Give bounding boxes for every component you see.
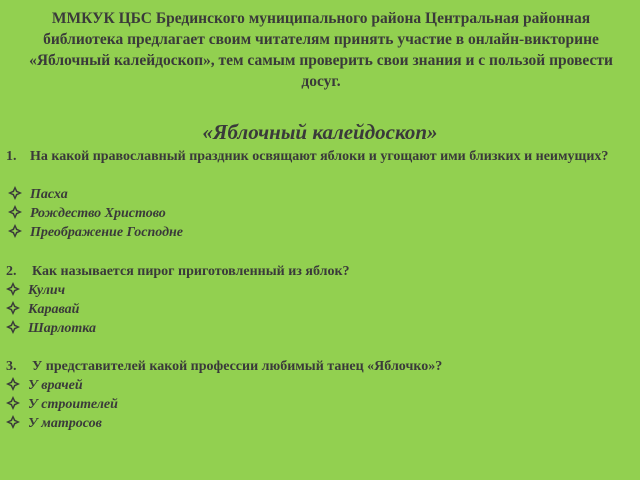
bullet-icon xyxy=(8,224,22,238)
question-2-option-2 xyxy=(6,300,79,319)
bullet-icon xyxy=(8,186,22,200)
question-1-option-1 xyxy=(8,185,68,204)
question-1 xyxy=(6,147,616,166)
bullet-icon xyxy=(6,396,20,410)
option-label: У врачей xyxy=(28,378,83,393)
option-label: Преображение Господне xyxy=(30,225,184,240)
question-3-number: 3. xyxy=(6,359,17,374)
question-2-text: Как называется пирог приготовленный из яблок? xyxy=(32,264,350,279)
question-3-option-3 xyxy=(6,414,102,433)
question-2-option-3 xyxy=(6,319,96,338)
option-label: У матросов xyxy=(28,416,102,431)
question-1-option-3 xyxy=(8,223,183,242)
question-1-option-2 xyxy=(8,204,166,223)
question-3 xyxy=(6,357,616,376)
option-label: Каравай xyxy=(28,302,80,317)
question-3-option-1 xyxy=(6,376,83,395)
question-2 xyxy=(6,262,616,281)
bullet-icon xyxy=(6,301,20,315)
question-1-text: На какой православный праздник освящают яблоки и угощают ими близких и неимущих? xyxy=(30,149,609,164)
bullet-icon xyxy=(8,205,22,219)
option-label: У строителей xyxy=(28,397,118,412)
question-3-option-2 xyxy=(6,395,118,414)
bullet-icon xyxy=(6,320,20,334)
option-label: Шарлотка xyxy=(28,321,97,336)
bullet-icon xyxy=(6,282,20,296)
question-2-option-1 xyxy=(6,281,65,300)
question-1-number: 1. xyxy=(6,149,17,164)
bullet-icon xyxy=(6,415,20,429)
bullet-icon xyxy=(6,377,20,391)
intro-paragraph: ММКУК ЦБС Брединского муниципального района Центральная районная библиотека предлагает своим читателям принять участие в онлайн-викторине «Яблочный калейдоскоп», тем самым проверить свои знания и с пользой провести досуг. xyxy=(29,10,613,90)
quiz-title: «Яблочный калейдоскоп» xyxy=(202,120,438,144)
option-label: Рождество Христово xyxy=(30,206,166,221)
option-label: Пасха xyxy=(30,187,68,202)
option-label: Кулич xyxy=(28,283,66,298)
question-3-text: У представителей какой профессии любимый танец «Яблочко»? xyxy=(32,359,443,374)
question-2-number: 2. xyxy=(6,264,17,279)
